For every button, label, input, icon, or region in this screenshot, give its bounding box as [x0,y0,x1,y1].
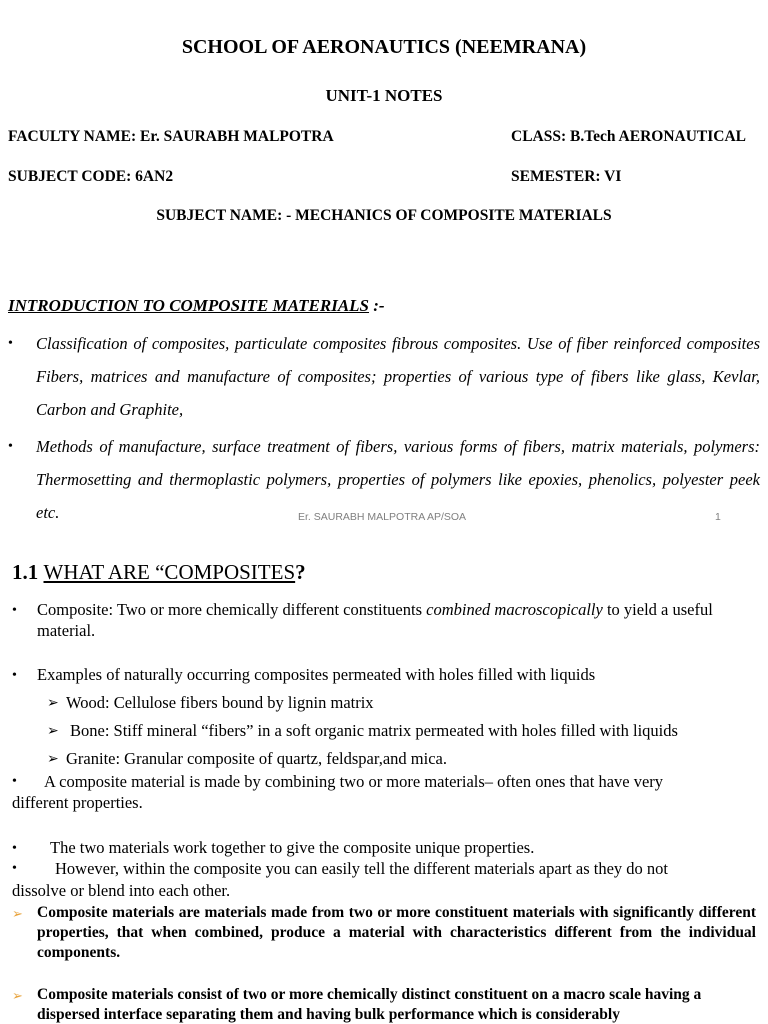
example-bone: Bone: Stiff mineral “fibers” in a soft organic matrix permeated with holes filled with liquids [70,721,678,740]
paragraph-3-cont: dissolve or blend into each other. [12,881,231,900]
paragraph-2: The two materials work together to give the composite unique properties. [50,838,535,857]
bullet-icon: • [8,336,13,351]
page-number: 1 [715,511,721,523]
class-label: CLASS: B.Tech AERONAUTICAL [511,128,746,145]
semester-label: SEMESTER: VI [511,168,622,185]
example-wood: Wood: Cellulose fibers bound by lignin matrix [66,693,374,712]
intro-heading [8,296,385,316]
bullet-icon: • [12,774,17,789]
orange-arrow-icon: ➢ [12,906,23,921]
definition-text: Composite: Two or more chemically different constituents [37,600,427,619]
bullet-icon: • [12,603,17,618]
footer-author: Er. SAURABH MALPOTRA AP/SOA [298,511,467,523]
bold-definition-1: Composite materials are materials made from two or more constituent materials with significantly different properties, that when combined, produce a material with characteristics different from the individual components. [37,904,756,961]
examples-intro: Examples of naturally occurring composites permeated with holes filled with liquids [37,665,596,684]
orange-arrow-icon: ➢ [12,988,23,1003]
paragraph-1-cont: different properties. [12,793,143,812]
intro-item-1: Classification of composites, particulate composites fibrous composites. Use of fiber reinforced composites Fibers, matrices and manufacture of composites; properties of various type of fibers like glass, Kevlar, Carbon and Graphite, [36,334,760,419]
section-title-suffix: ? [295,560,306,584]
subject-code: SUBJECT CODE: 6AN2 [8,168,174,185]
unit-title: UNIT-1 NOTES [325,86,443,105]
section-number: 1.1 [12,560,44,584]
bullet-icon: • [12,841,17,856]
paragraph-3: However, within the composite you can easily tell the different materials apart as they do not [55,859,669,878]
definition-suffix: to yield a useful material. [37,600,713,640]
section-title-text: WHAT ARE “COMPOSITES [43,560,296,584]
composite-definition [37,599,752,641]
bullet-icon: • [12,668,17,683]
intro-item-2: Methods of manufacture, surface treatment of fibers, various forms of fibers, matrix materials, polymers: Thermosetting and thermoplastic polymers, properties of polymers like epoxies, phenolics, polyester peek etc. [36,437,760,522]
bold-definition-2: Composite materials consist of two or more chemically distinct constituent on a macro scale having a dispersed interface separating them and having bulk performance which is considerably [37,986,702,1023]
arrow-bullet-icon: ➢ [47,696,59,711]
arrow-bullet-icon: ➢ [47,752,59,767]
school-title: SCHOOL OF AERONAUTICS (NEEMRANA) [181,36,587,58]
intro-heading-suffix: :- [369,296,385,315]
bullet-icon: • [8,439,13,454]
example-granite: Granite: Granular composite of quartz, feldspar,and mica. [66,749,447,768]
faculty-name: FACULTY NAME: Er. SAURABH MALPOTRA [8,128,334,145]
subject-name: SUBJECT NAME: - MECHANICS OF COMPOSITE MATERIALS [156,207,612,224]
definition-italic: combined macroscopically [426,600,603,619]
paragraph-1: A composite material is made by combining two or more materials– often ones that have very [44,772,664,791]
intro-heading-text: INTRODUCTION TO COMPOSITE MATERIALS [8,296,370,315]
bullet-icon: • [12,861,17,876]
arrow-bullet-icon: ➢ [47,724,59,739]
section-title [12,560,306,585]
